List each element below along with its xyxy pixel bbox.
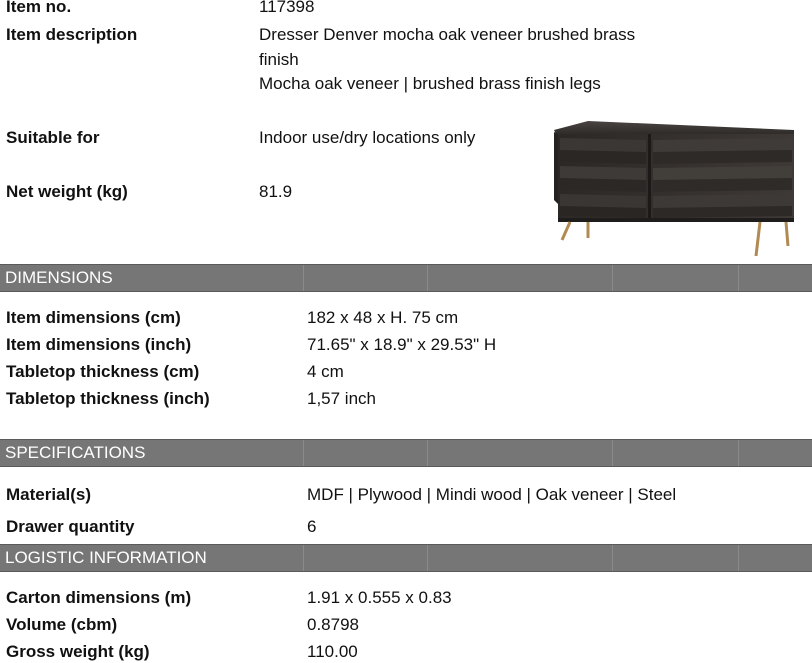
brass-legs bbox=[562, 222, 788, 256]
dimensions-row-value: 4 cm bbox=[307, 362, 344, 381]
dimensions-row-value: 71.65" x 18.9" x 29.53" H bbox=[307, 335, 497, 354]
dimensions-row-value: 1,57 inch bbox=[307, 389, 376, 408]
logistic-row-label: Carton dimensions (m) bbox=[6, 588, 192, 607]
suitable-for-label: Suitable for bbox=[6, 128, 100, 147]
dresser-product-image bbox=[548, 118, 798, 260]
dimensions-title: DIMENSIONS bbox=[5, 268, 113, 287]
logistic-row-value: 0.8798 bbox=[307, 615, 359, 634]
logistic-row-label: Volume (cbm) bbox=[6, 615, 118, 634]
dimensions-row-label: Tabletop thickness (inch) bbox=[6, 389, 210, 408]
dresser-top bbox=[554, 121, 794, 134]
item-description-line2: finish bbox=[259, 50, 299, 69]
logistic-title: LOGISTIC INFORMATION bbox=[5, 548, 207, 567]
item-no-value: 117398 bbox=[259, 0, 315, 16]
item-description-line3: Mocha oak veneer | brushed brass finish legs bbox=[259, 74, 601, 93]
item-description-line1: Dresser Denver mocha oak veneer brushed brass bbox=[259, 25, 636, 44]
suitable-for-value: Indoor use/dry locations only bbox=[259, 128, 476, 147]
dimensions-row-label: Item dimensions (cm) bbox=[6, 308, 181, 327]
item-description-label: Item description bbox=[6, 25, 138, 44]
logistic-row-value: 1.91 x 0.555 x 0.83 bbox=[307, 588, 452, 607]
dimensions-header bbox=[0, 264, 812, 292]
dimensions-row-value: 182 x 48 x H. 75 cm bbox=[307, 308, 459, 327]
specifications-row-label: Drawer quantity bbox=[6, 517, 135, 536]
specifications-row-label: Material(s) bbox=[6, 485, 92, 504]
net-weight-label: Net weight (kg) bbox=[6, 182, 128, 201]
net-weight-value: 81.9 bbox=[259, 182, 293, 201]
specifications-row-value: 6 bbox=[307, 517, 317, 536]
logistic-header bbox=[0, 544, 812, 572]
dresser-side bbox=[554, 132, 558, 204]
dimensions-row-label: Tabletop thickness (cm) bbox=[6, 362, 200, 381]
specifications-row-value: MDF | Plywood | Mindi wood | Oak veneer | Steel bbox=[307, 485, 677, 504]
specifications-header bbox=[0, 439, 812, 467]
item-no-label: Item no. bbox=[6, 0, 72, 16]
center-divider bbox=[648, 134, 651, 220]
logistic-row-label: Gross weight (kg) bbox=[6, 642, 150, 661]
left-drawers bbox=[560, 138, 646, 218]
specifications-title: SPECIFICATIONS bbox=[5, 443, 146, 462]
dimensions-row-label: Item dimensions (inch) bbox=[6, 335, 192, 354]
logistic-row-value: 110.00 bbox=[307, 642, 358, 661]
right-drawers bbox=[653, 138, 792, 218]
